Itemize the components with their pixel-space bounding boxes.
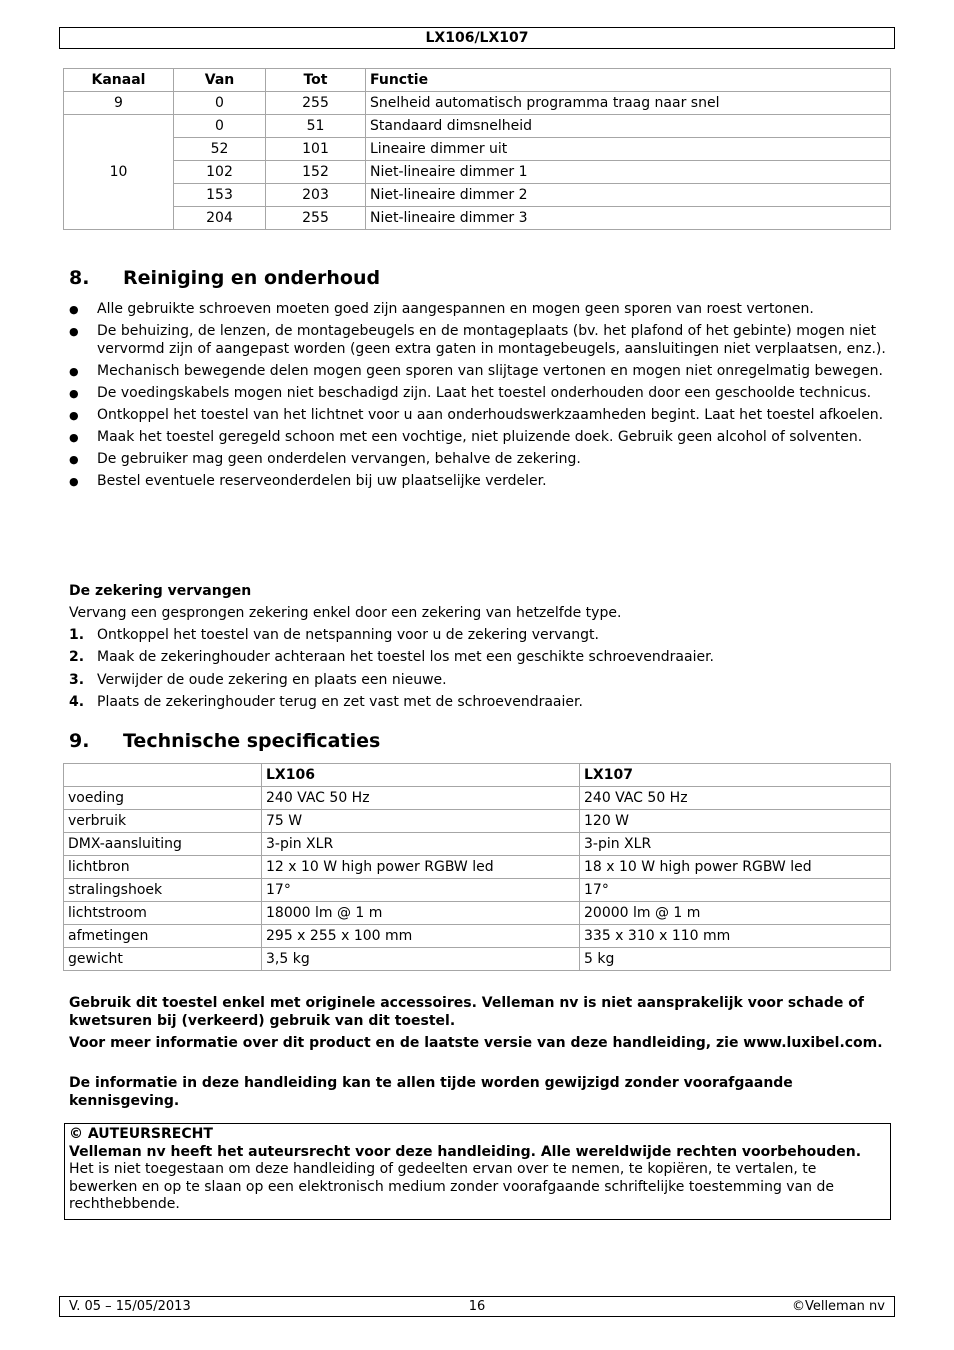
table-cell: lichtbron xyxy=(64,856,262,879)
section-number: 9. xyxy=(69,730,90,752)
step-number: 1. xyxy=(69,627,85,643)
table-cell: Niet-lineaire dimmer 1 xyxy=(366,161,891,184)
section-9-heading xyxy=(69,730,380,752)
accessories-note: Gebruik dit toestel enkel met originele accessoires. Velleman nv is niet aansprakelijk voor schade of kwetsuren bij (verkeerd) gebruik van dit toestel. xyxy=(69,995,864,1029)
table-cell: 3-pin XLR xyxy=(262,833,580,856)
table-cell: 120 W xyxy=(580,810,891,833)
table-cell: 102 xyxy=(174,161,266,184)
step-number: 4. xyxy=(69,693,85,710)
table-cell: 5 kg xyxy=(580,948,891,971)
bullet-icon: ● xyxy=(69,408,79,422)
table-cell: stralingshoek xyxy=(64,879,262,902)
column-header: Van xyxy=(174,69,266,92)
table-cell: 75 W xyxy=(262,810,580,833)
list-item: ● De gebruiker mag geen onderdelen vervangen, behalve de zekering. xyxy=(69,450,581,467)
table-cell: 152 xyxy=(266,161,366,184)
table-cell: 20000 lm @ 1 m xyxy=(580,902,891,925)
table-cell: 240 VAC 50 Hz xyxy=(580,787,891,810)
step-number: 3. xyxy=(69,671,85,688)
table-cell: 101 xyxy=(266,138,366,161)
copyright-body: Het is niet toegestaan om deze handleiding of gedeelten ervan over te nemen, te kopiëren, te vertalen, te bewerken en op te slaan op een elektronisch medium zonder voorafgaande schriftelijke toestemming van de rechthebbende. xyxy=(69,1161,834,1212)
table-cell: 255 xyxy=(266,92,366,115)
section-title: Reiniging en onderhoud xyxy=(123,267,381,289)
table-cell: 0 xyxy=(174,92,266,115)
page-footer xyxy=(59,1296,895,1317)
table-row xyxy=(64,833,891,856)
table-row xyxy=(64,115,891,138)
table-cell: afmetingen xyxy=(64,925,262,948)
list-item: ● Alle gebruikte schroeven moeten goed zijn aangespannen en mogen geen sporen van roest vertonen. xyxy=(69,301,814,317)
table-cell: 240 VAC 50 Hz xyxy=(262,787,580,810)
table-cell: 18000 lm @ 1 m xyxy=(262,902,580,925)
list-item: ● De voedingskabels mogen niet beschadigd zijn. Laat het toestel onderhouden door een geschoolde technicus. xyxy=(69,384,872,401)
table-header-row xyxy=(64,764,891,787)
table-cell: 0 xyxy=(174,115,266,138)
list-item: ● Mechanisch bewegende delen mogen geen sporen van slijtage vertonen en mogen niet onregelmatig bewegen. xyxy=(69,362,883,379)
table-cell: gewicht xyxy=(64,948,262,971)
maintenance-list xyxy=(69,301,891,495)
bullet-icon: ● xyxy=(69,474,79,488)
info-note: Voor meer informatie over dit product en de laatste versie van deze handleiding, zie www.luxibel.com. xyxy=(69,1035,883,1051)
table-cell: 203 xyxy=(266,184,366,207)
list-item: 3. Verwijder de oude zekering en plaats een nieuwe. xyxy=(69,671,447,688)
table-cell: 3,5 kg xyxy=(262,948,580,971)
step-number: 2. xyxy=(69,649,85,666)
table-cell: lichtstroom xyxy=(64,902,262,925)
bullet-icon: ● xyxy=(69,303,79,316)
footer-version: V. 05 – 15/05/2013 xyxy=(69,1299,191,1314)
table-cell: 18 x 10 W high power RGBW led xyxy=(580,856,891,879)
change-note: De informatie in deze handleiding kan te allen tijde worden gewijzigd zonder voorafgaande kennisgeving. xyxy=(69,1075,793,1109)
fuse-subheading: De zekering vervangen xyxy=(69,583,252,599)
page-number: 16 xyxy=(468,1299,486,1314)
table-row xyxy=(64,138,891,161)
list-item: 4. Plaats de zekeringhouder terug en zet vast met de schroevendraaier. xyxy=(69,693,583,710)
table-row xyxy=(64,92,891,115)
copyright-title: © AUTEURSRECHT xyxy=(69,1126,213,1142)
table-cell: 295 x 255 x 100 mm xyxy=(262,925,580,948)
column-header xyxy=(64,764,262,787)
table-cell: 9 xyxy=(64,92,174,115)
bullet-icon: ● xyxy=(69,325,79,338)
section-8-heading xyxy=(69,267,380,289)
fuse-steps xyxy=(69,626,891,715)
table-cell: 255 xyxy=(266,207,366,230)
fuse-intro: Vervang een gesprongen zekering enkel door een zekering van hetzelfde type. xyxy=(69,605,622,621)
table-cell: 51 xyxy=(266,115,366,138)
header-title: LX106/LX107 xyxy=(425,30,529,46)
list-item: ● Ontkoppel het toestel van het lichtnet voor u aan onderhoudswerkzaamheden begint. Laat het toestel afkoelen. xyxy=(69,406,884,423)
table-cell: 10 xyxy=(64,115,174,230)
table-cell: Lineaire dimmer uit xyxy=(366,138,891,161)
table-cell: voeding xyxy=(64,787,262,810)
table-row xyxy=(64,879,891,902)
column-header: Functie xyxy=(366,69,891,92)
column-header: LX106 xyxy=(262,764,580,787)
table-row xyxy=(64,184,891,207)
table-cell: Niet-lineaire dimmer 2 xyxy=(366,184,891,207)
column-header: Kanaal xyxy=(64,69,174,92)
table-cell: DMX-aansluiting xyxy=(64,833,262,856)
table-row xyxy=(64,856,891,879)
column-header: Tot xyxy=(266,69,366,92)
list-item: ● Bestel eventuele reserveonderdelen bij uw plaatselijke verdeler. xyxy=(69,472,547,489)
footer-company: ©Velleman nv xyxy=(791,1299,885,1314)
table-row xyxy=(64,948,891,971)
copyright-lead: Velleman nv heeft het auteursrecht voor deze handleiding. Alle wereldwijde rechten voorbehouden. xyxy=(69,1143,862,1160)
copyright-box xyxy=(64,1123,891,1220)
bullet-icon: ● xyxy=(69,430,79,444)
column-header: LX107 xyxy=(580,764,891,787)
table-cell: Snelheid automatisch programma traag naar snel xyxy=(366,92,891,115)
dmx-channel-table xyxy=(63,68,891,230)
list-item: ● Maak het toestel geregeld schoon met een vochtige, niet pluizende doek. Gebruik geen alcohol of solventen. xyxy=(69,428,863,445)
table-row xyxy=(64,925,891,948)
table-row xyxy=(64,787,891,810)
list-item: ● De behuizing, de lenzen, de montagebeugels en de montageplaats (bv. het plafond of het gebinte) mogen niet vervormd zijn of aangepast worden (geen extra gaten in montagebeugels, aansluitingen niet verplaatsen, enz.). xyxy=(69,323,886,357)
bullet-icon: ● xyxy=(69,364,79,378)
table-header-row xyxy=(64,69,891,92)
table-cell: 204 xyxy=(174,207,266,230)
table-cell: Niet-lineaire dimmer 3 xyxy=(366,207,891,230)
table-cell: verbruik xyxy=(64,810,262,833)
table-cell: 3-pin XLR xyxy=(580,833,891,856)
table-cell: 153 xyxy=(174,184,266,207)
bullet-icon: ● xyxy=(69,452,79,466)
section-number: 8. xyxy=(69,267,90,289)
table-row xyxy=(64,161,891,184)
bullet-icon: ● xyxy=(69,386,79,400)
table-row xyxy=(64,902,891,925)
table-cell: 17° xyxy=(262,879,580,902)
table-cell: 52 xyxy=(174,138,266,161)
table-cell: Standaard dimsnelheid xyxy=(366,115,891,138)
section-title: Technische specificaties xyxy=(123,730,381,752)
table-cell: 12 x 10 W high power RGBW led xyxy=(262,856,580,879)
page-header xyxy=(59,27,895,49)
table-cell: 17° xyxy=(580,879,891,902)
list-item: 2. Maak de zekeringhouder achteraan het toestel los met een geschikte schroevendraaier. xyxy=(69,649,715,666)
table-row xyxy=(64,207,891,230)
list-item: 1. Ontkoppel het toestel van de netspanning voor u de zekering vervangt. xyxy=(69,627,599,643)
table-cell: 335 x 310 x 110 mm xyxy=(580,925,891,948)
spec-table xyxy=(63,763,891,971)
table-row xyxy=(64,810,891,833)
